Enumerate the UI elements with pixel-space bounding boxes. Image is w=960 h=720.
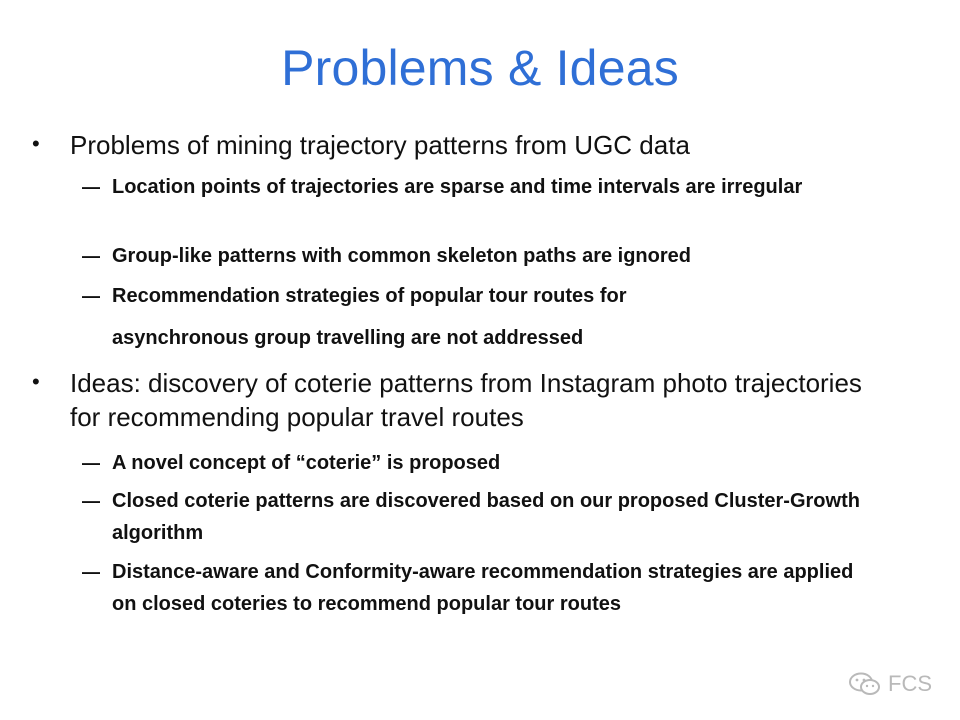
watermark: [848, 670, 932, 698]
dash-icon: —: [82, 246, 100, 266]
bullet-text: Problems of mining trajectory patterns from UGC data: [70, 130, 690, 160]
dash-icon: —: [82, 286, 100, 306]
bullet-text: Ideas: discovery of coterie patterns from Instagram photo trajectories for recommending popular travel routes: [70, 368, 862, 432]
slide-title: Problems & Ideas: [281, 40, 679, 96]
bullet-icon: •: [32, 131, 40, 156]
subitem-text: Location points of trajectories are sparse and time intervals are irregular: [112, 176, 803, 198]
dash-icon: —: [82, 491, 100, 511]
wechat-icon: [848, 671, 882, 697]
subitem-text: Recommendation strategies of popular tour routes for: [112, 285, 627, 307]
subitem-text: asynchronous group travelling are not addressed: [112, 327, 584, 349]
watermark-text: FCS: [888, 671, 932, 696]
dash-icon: —: [82, 177, 100, 197]
subitem-text: Group-like patterns with common skeleton paths are ignored: [112, 245, 691, 267]
bullet-icon: •: [32, 369, 40, 394]
dash-icon: —: [82, 562, 100, 582]
dash-icon: —: [82, 453, 100, 473]
subitem-text: Distance-aware and Conformity-aware recommendation strategies are applied on closed coteries to recommend popular tour routes: [112, 561, 854, 615]
subitem-text: Closed coterie patterns are discovered based on our proposed Cluster-Growth algorithm: [112, 490, 860, 544]
subitem-text: A novel concept of “coterie” is proposed: [112, 452, 501, 474]
